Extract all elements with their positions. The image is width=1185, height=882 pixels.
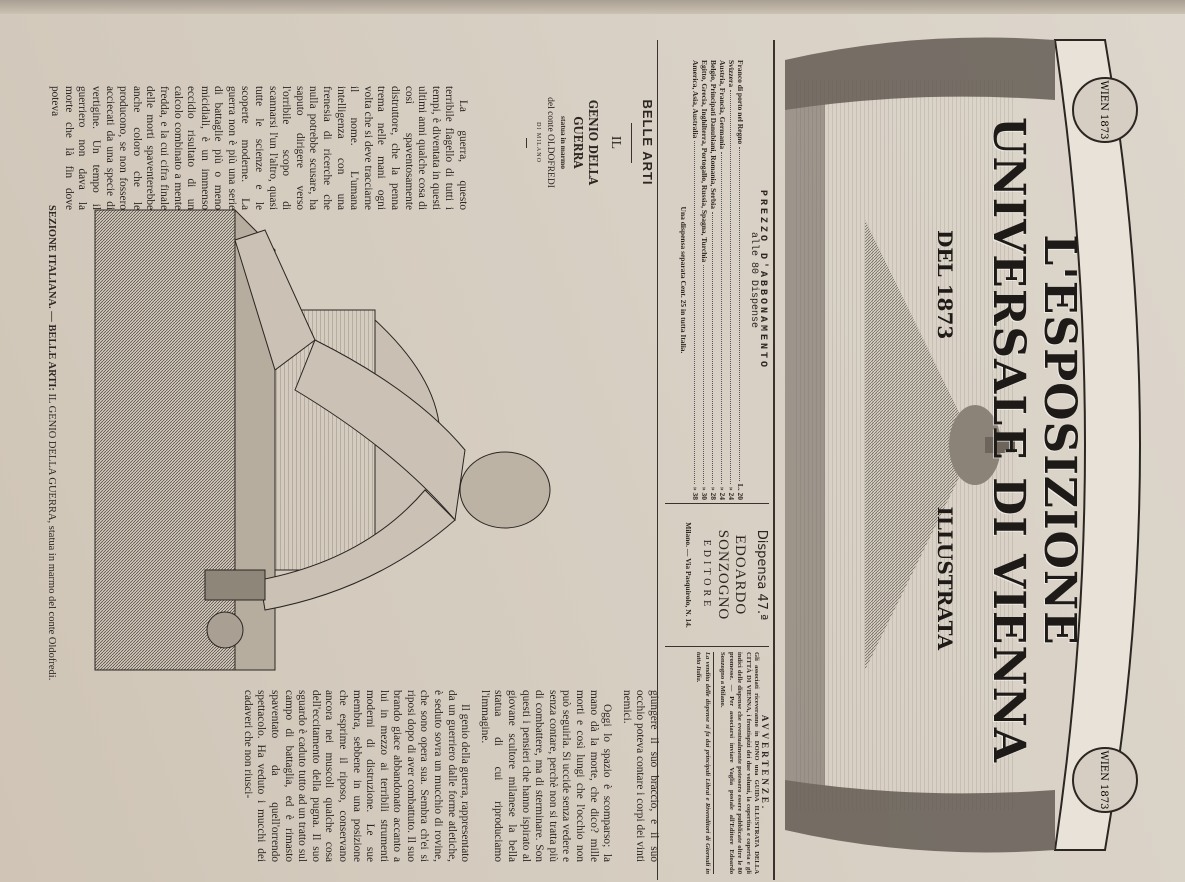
price-region: Belgio, Principati Danubiani, Romania, Serbia (709, 60, 718, 209)
paragraph: Il genio della guerra, rappresentato da un guerriero dalle forme atletiche, è seduto sovra un mucchio di rovine, che sono opera sua. Sembra ch'ei si riposi dopo di aver combattuto. Il suo brando giace abbandonato accanto a lui in mezzo ai terribili strumenti moderni di distruzione. Le sue membra, sebbene in una posizione che esprime il riposo, conservano ancora nei muscoli qualche cosa dell'eccitamento della pugna. Il suo sguardo è caduto tutto ad un tratto sul campo di battaglia, ed è rimasto spaventato da quell'orrendo spettacolo. Ha veduto i mucchi dei cadaveri che non riusci- (241, 690, 472, 862)
price-row (709, 60, 718, 500)
svg-text:WIEN 1873: WIEN 1873 (1098, 750, 1109, 810)
info-bar (657, 40, 775, 880)
notice-text: Gli associati riceveranno in DONO una GUIDA ILLUSTRATA DELLA CITTÀ DI VIENNA, i frontispizi dei due volumi, la copertina e coperta e gli indici delle dispense che eventualmente potessero essere pubblicate oltre le 80 promesse. — Per associarsi inviare Vaglia postale all'Editore Edoardo Sonzogno a Milano. (719, 652, 761, 874)
notice-block (694, 652, 769, 874)
svg-text:WIEN 1873: WIEN 1873 (1098, 80, 1109, 140)
leader-dots (721, 152, 727, 484)
publisher-role: EDITORE (701, 539, 712, 611)
leader-dots (703, 265, 709, 484)
masthead-illustrata: ILLUSTRATA (933, 506, 957, 650)
page-edge (0, 0, 1185, 14)
article-place: DI MILANO (535, 122, 541, 163)
leader-dots (694, 141, 700, 484)
price-row (727, 60, 736, 500)
paragraph: Oggi lo spazio è scomparso; la mano dà la morte, che dico? mille morti e così lungi che l'occhio non può seguirla. Si uccide senza vedere e senza contare, perchè non si tratta più di combattere, ma di sterminare. Son questi i pensieri che hanno ispirato al giovane scultore milanese la bella statua di cui riproduciamo l'immagine. (478, 690, 614, 862)
publisher-name: EDOARDO SONZOGNO (715, 529, 748, 621)
subscription-subheading: alle 80 Dispense (748, 231, 759, 328)
statue-illustration (85, 190, 565, 680)
subscription-prices (667, 60, 767, 500)
article-title: GENIO DELLA GUERRA (571, 99, 601, 186)
notice-sales: La vendita delle dispense si fa dai principali Librai e Rivenditori di Giornali in tutta Italia. (694, 652, 714, 874)
leader-dots (712, 212, 718, 484)
masthead-year: DEL 1873 (933, 230, 957, 340)
caption-section: SEZIONE ITALIANA. — BELLE ARTI: (46, 205, 57, 391)
price-region: Svizzera (727, 60, 736, 88)
divider (526, 138, 527, 148)
article-column-right (240, 690, 660, 862)
notice-heading: AVVERTENZE. (760, 714, 770, 812)
masthead-title: L'ESPOSIZIONE UNIVERSALE DI VIENNA (983, 116, 1085, 763)
price-value: » 38 (691, 486, 700, 500)
price-value: » 30 (700, 486, 709, 500)
caption-text: IL GENIO DELLA GUERRA, statua in marmo del conte Oldofredi. (46, 393, 57, 681)
price-region: Egitto, Grecia, Inghilterra, Portogallo, Russia, Spagna, Turchia (700, 60, 709, 263)
divider (665, 503, 769, 504)
publisher-block (684, 510, 769, 640)
price-region: Austria, Francia, Germania (718, 60, 727, 150)
price-row (691, 60, 700, 500)
price-row (736, 60, 745, 500)
price-value: L. 20 (736, 483, 745, 500)
price-value: » 24 (718, 486, 727, 500)
price-row (700, 60, 709, 500)
paragraph: giungere il suo braccio, e il suo occhio poteva contare i corpi dei vinti nemici. (620, 690, 660, 862)
price-region: Franco di porto nel Regno (736, 60, 745, 145)
leader-dots (739, 147, 745, 481)
leader-dots (730, 90, 736, 484)
price-value: » 24 (727, 486, 736, 500)
masthead-engraving (775, 20, 1165, 870)
article-numeral: IL (608, 135, 623, 150)
single-issue-price: Una dispensa separata Cent. 25 in tutta Italia. (679, 206, 688, 354)
section-title: BELLE ARTI (640, 99, 655, 186)
price-value: » 28 (709, 486, 718, 500)
article-subtitle: statua in marmo (559, 116, 568, 169)
illustration-caption (46, 205, 57, 875)
price-region: America, Asia, Australia (691, 60, 700, 139)
divider (665, 646, 769, 647)
publisher-address: Milano. — Via Pasquirolo, N. 14. (684, 522, 693, 628)
divider (631, 123, 632, 163)
article-author: del conte OLDOFREDI (545, 97, 555, 188)
issue-number: Dispensa 47.ª (754, 529, 769, 621)
paragraph: La guerra, questo terribile flagello di tutti i tempi, è diventata in questi ultimi anni qualche cosa di così spaventosamente distruttore, che la penna trema nelle mani ogni volta che si deve tracciarne il nome. L'umana intelligenza con una frenesia di ricerche che nulla potrebbe scusare, ha saputo dirigere verso l'orribile scopo di scannarsi l'un l'altro, quasi tutte le scienze e le scoperte moderne. La guerra non è più una serie di battaglie più o meno micidiali, è un immenso eccidio risultato di un calcolo combinato a mente fredda, e la cui cifra finale delle morti spaventerebbe anche coloro che le producono, se non fossero acciecati da una specie di vertigine. Un tempo il guerriero non dava la morte che là fin dove poteva (49, 86, 469, 210)
masthead-subtitle (933, 230, 957, 650)
subscription-heading: PREZZO D'ABBONAMENTO (757, 189, 768, 371)
price-row (718, 60, 727, 500)
